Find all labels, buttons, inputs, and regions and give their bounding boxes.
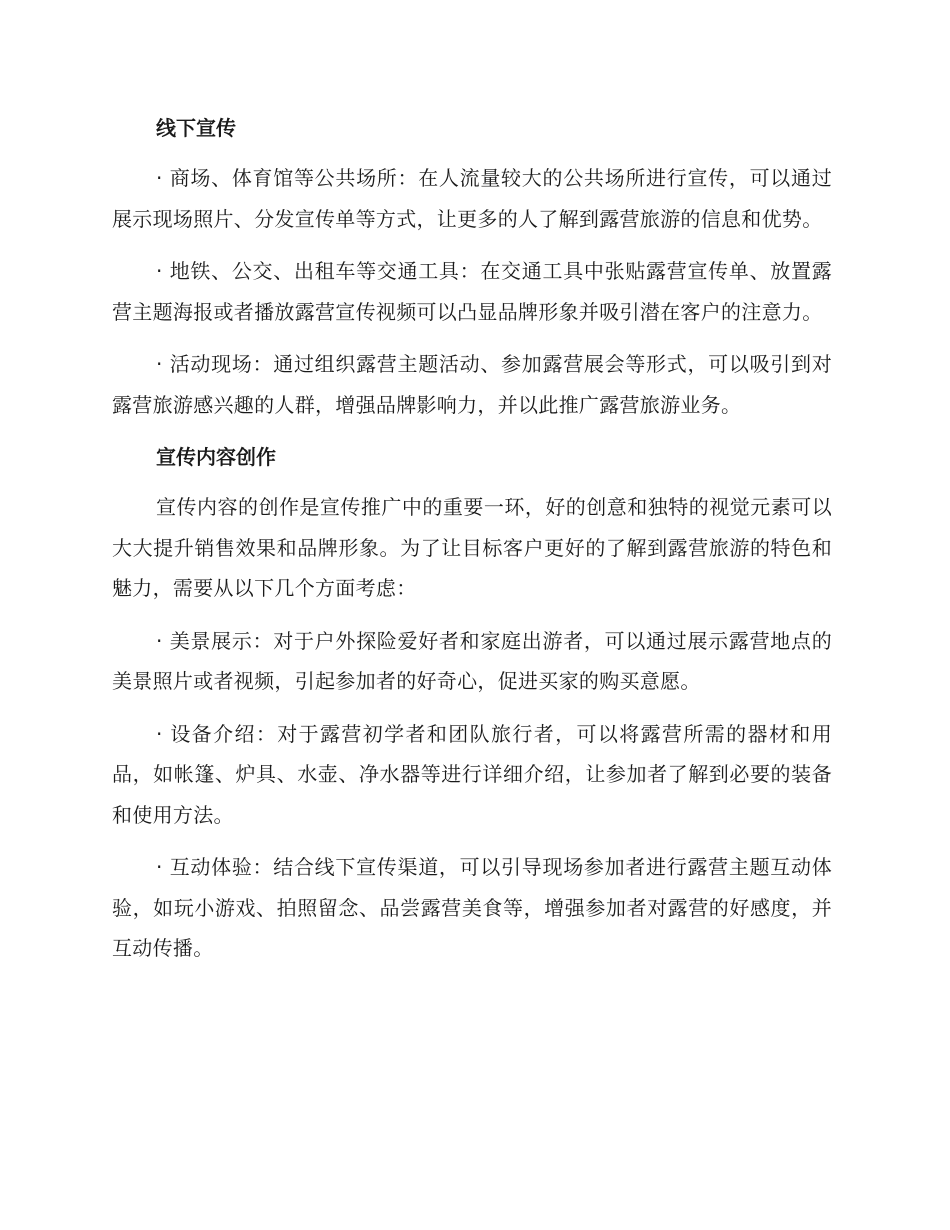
paragraph-transport: · 地铁、公交、出租车等交通工具：在交通工具中张贴露营宣传单、放置露营主题海报或者播放露营宣传视频可以凸显品牌形象并吸引潜在客户的注意力。 <box>112 259 832 324</box>
section-offline-promotion <box>112 108 832 425</box>
section-heading: 宣传内容创作 <box>156 445 276 469</box>
paragraph-scenery: · 美景展示：对于户外探险爱好者和家庭出游者，可以通过展示露营地点的美景照片或者视频，引起参加者的好奇心，促进买家的购买意愿。 <box>112 628 832 693</box>
section-heading: 线下宣传 <box>156 116 236 140</box>
paragraph-event-site: · 活动现场：通过组织露营主题活动、参加露营展会等形式，可以吸引到对露营旅游感兴趣的人群，增强品牌影响力，并以此推广露营旅游业务。 <box>112 352 832 417</box>
section-content-creation <box>112 437 832 969</box>
paragraph-interaction: · 互动体验：结合线下宣传渠道，可以引导现场参加者进行露营主题互动体验，如玩小游戏、拍照留念、品尝露营美食等，增强参加者对露营的好感度，并互动传播。 <box>112 855 832 960</box>
paragraph-equipment: · 设备介绍：对于露营初学者和团队旅行者，可以将露营所需的器材和用品，如帐篷、炉具、水壶、净水器等进行详细介绍，让参加者了解到必要的装备和使用方法。 <box>112 721 832 827</box>
document-page <box>112 108 832 969</box>
paragraph-public-places: · 商场、体育馆等公共场所：在人流量较大的公共场所进行宣传，可以通过展示现场照片、分发宣传单等方式，让更多的人了解到露营旅游的信息和优势。 <box>112 166 832 231</box>
paragraph-intro: 宣传内容的创作是宣传推广中的重要一环，好的创意和独特的视觉元素可以大大提升销售效果和品牌形象。为了让目标客户更好的了解到露营旅游的特色和魅力，需要从以下几个方面考虑： <box>112 495 832 600</box>
